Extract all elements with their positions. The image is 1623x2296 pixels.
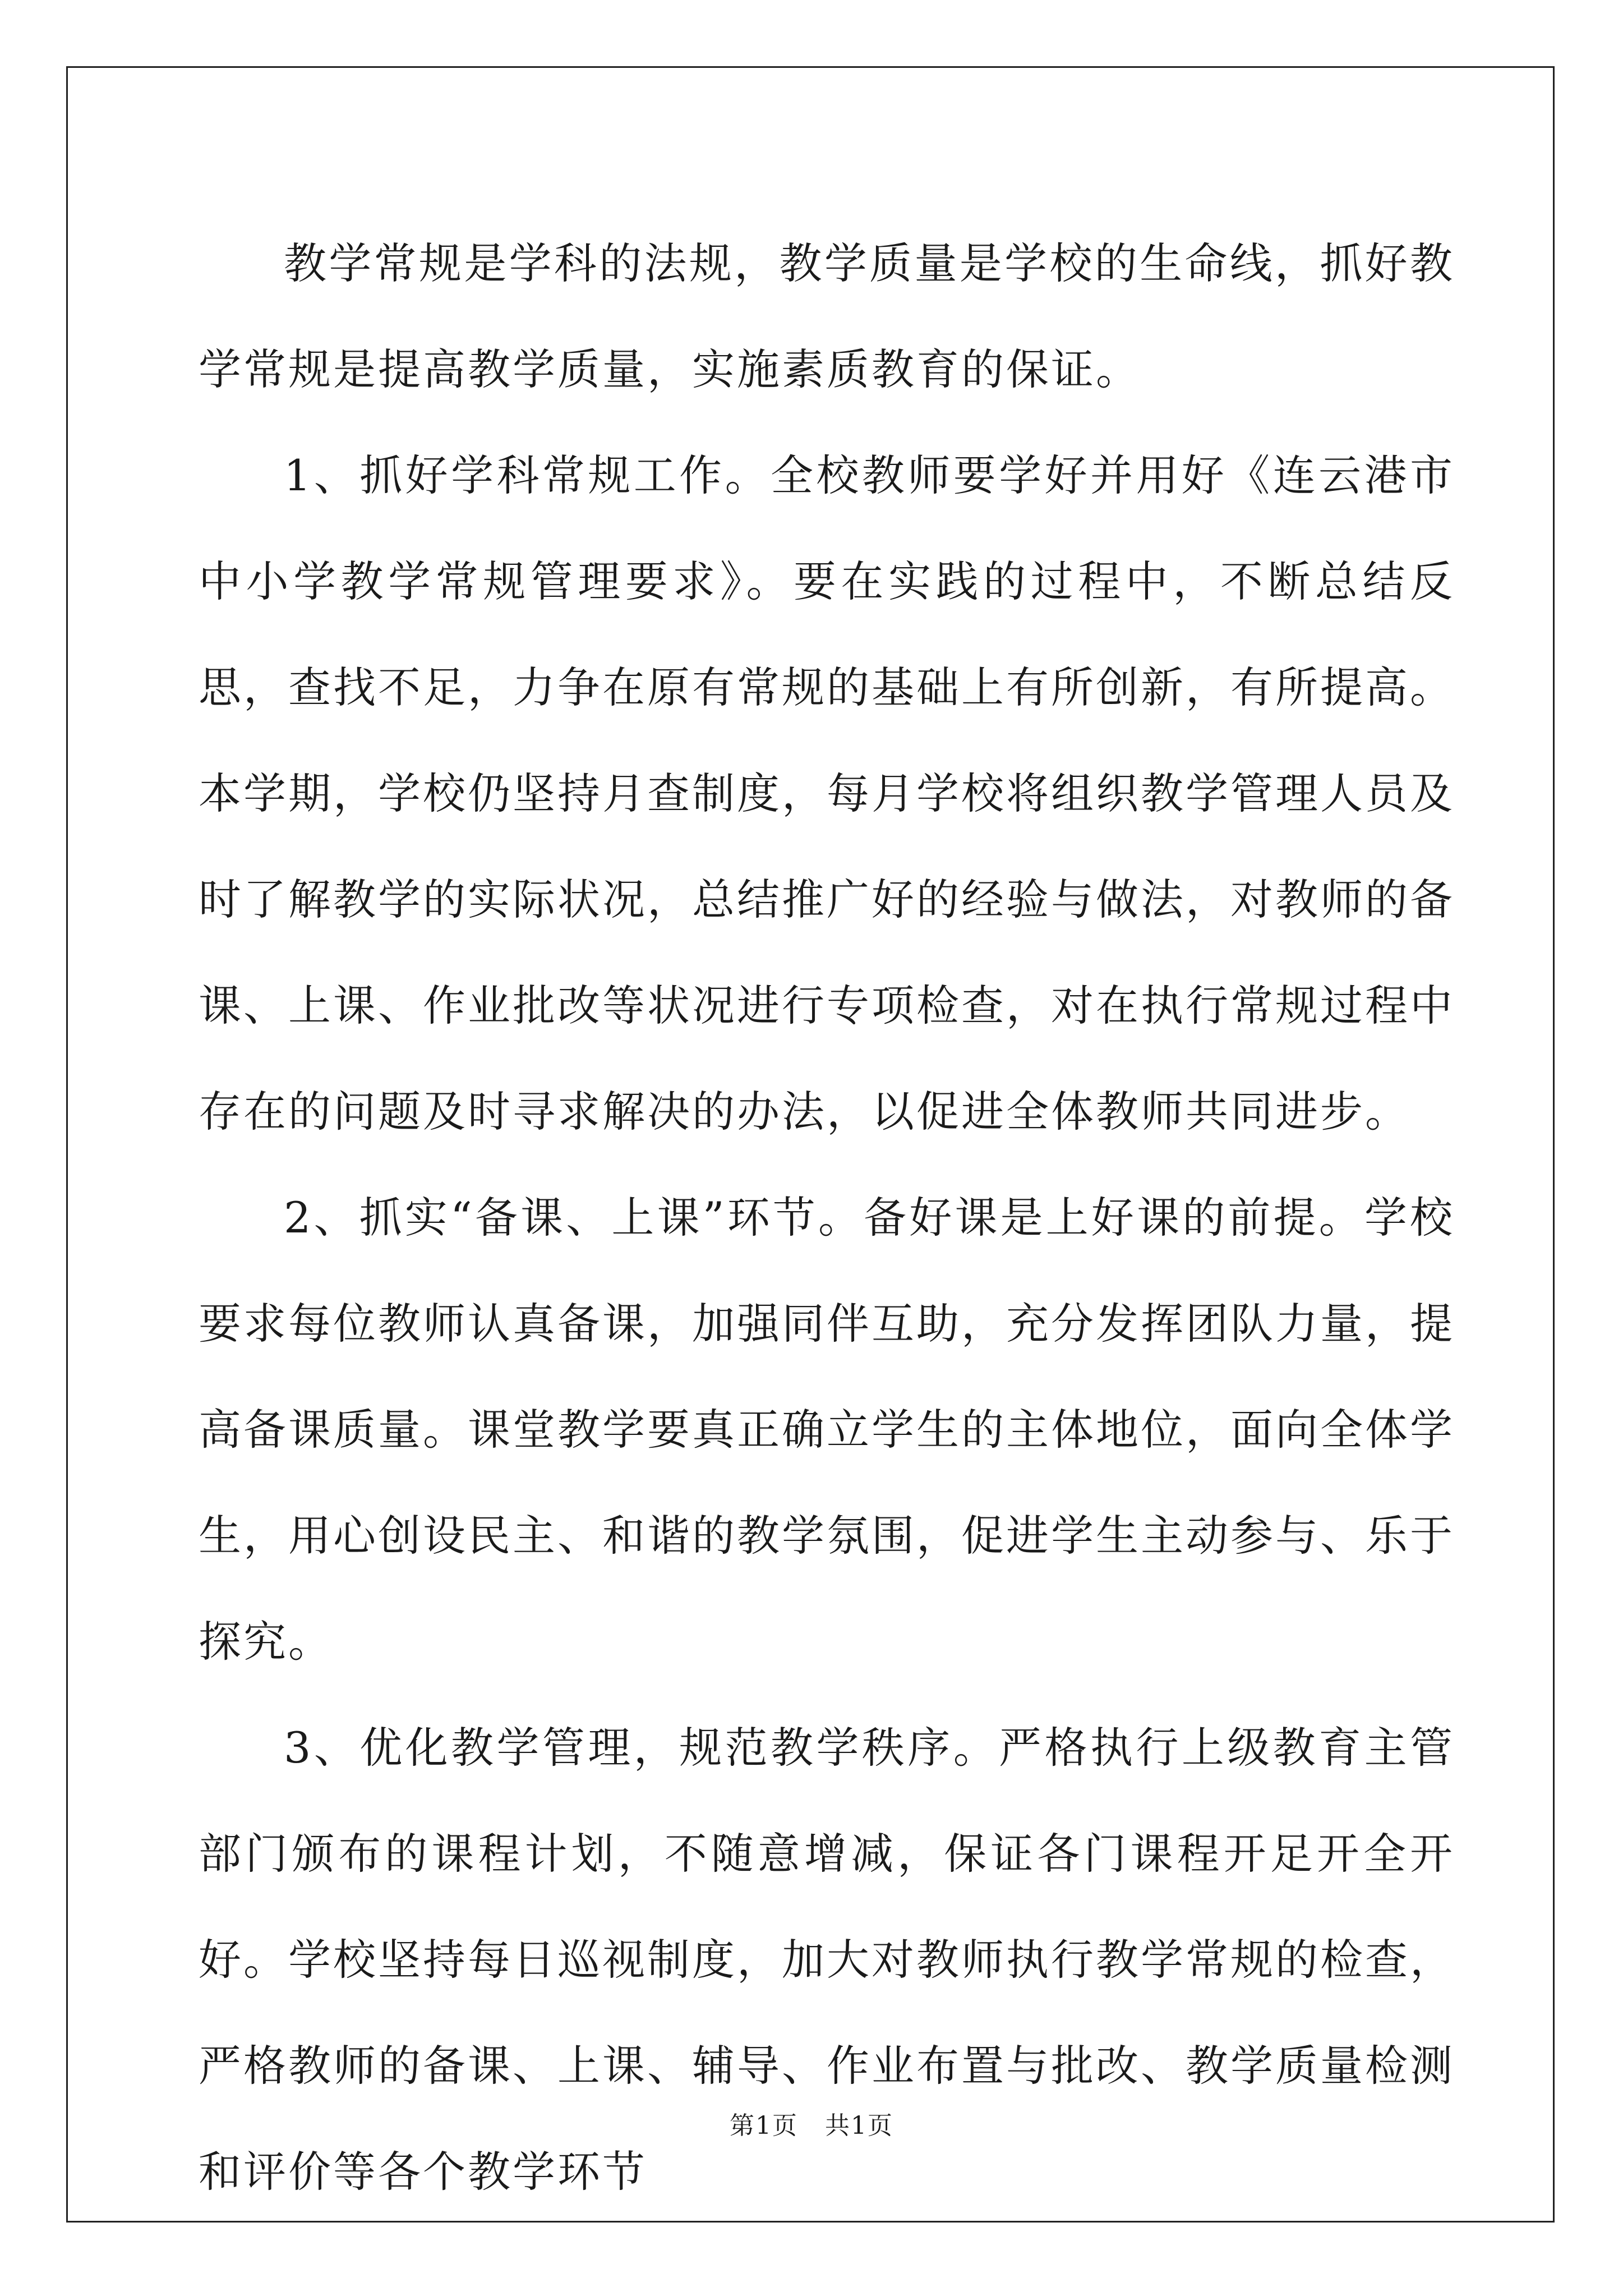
footer-gap [798,2111,825,2140]
page-number: 第1页 [730,2111,799,2140]
paragraph-intro: 教学常规是学科的法规，教学质量是学校的生命线，抓好教学常规是提高教学质量，实施素质教育的保证。 [199,238,1455,394]
paragraph-3: 3、优化教学管理，规范教学秩序。严格执行上级教育主管部门颁布的课程计划，不随意增减，保证各门课程开足开全开好。学校坚持每日巡视制度，加大对教师执行教学常规的检查，严格教师的备课、上课、辅导、作业布置与批改、教学质量检测和评价等各个教学环节 [199,1723,1455,2197]
paragraph-1: 1、抓好学科常规工作。全校教师要学好并用好《连云港市中小学教学常规管理要求》。要在实践的过程中，不断总结反思，查找不足，力争在原有常规的基础上有所创新，有所提高。本学期，学校仍坚持月查制度，每月学校将组织教学管理人员及时了解教学的实际状况，总结推广好的经验与做法，对教师的备课、上课、作业批改等状况进行专项检查，对在执行常规过程中存在的问题及时寻求解决的办法，以促进全体教师共同进步。 [199,450,1455,1137]
page-total: 共1页 [824,2111,893,2140]
document-body [199,210,1455,2225]
paragraph-2: 2、抓实“备课、上课”环节。备好课是上好课的前提。学校要求每位教师认真备课，加强同伴互助，充分发挥团队力量，提高备课质量。课堂教学要真正确立学生的主体地位，面向全体学生，用心创设民主、和谐的教学氛围，促进学生主动参与、乐于探究。 [199,1193,1455,1667]
page-footer [0,2109,1623,2143]
